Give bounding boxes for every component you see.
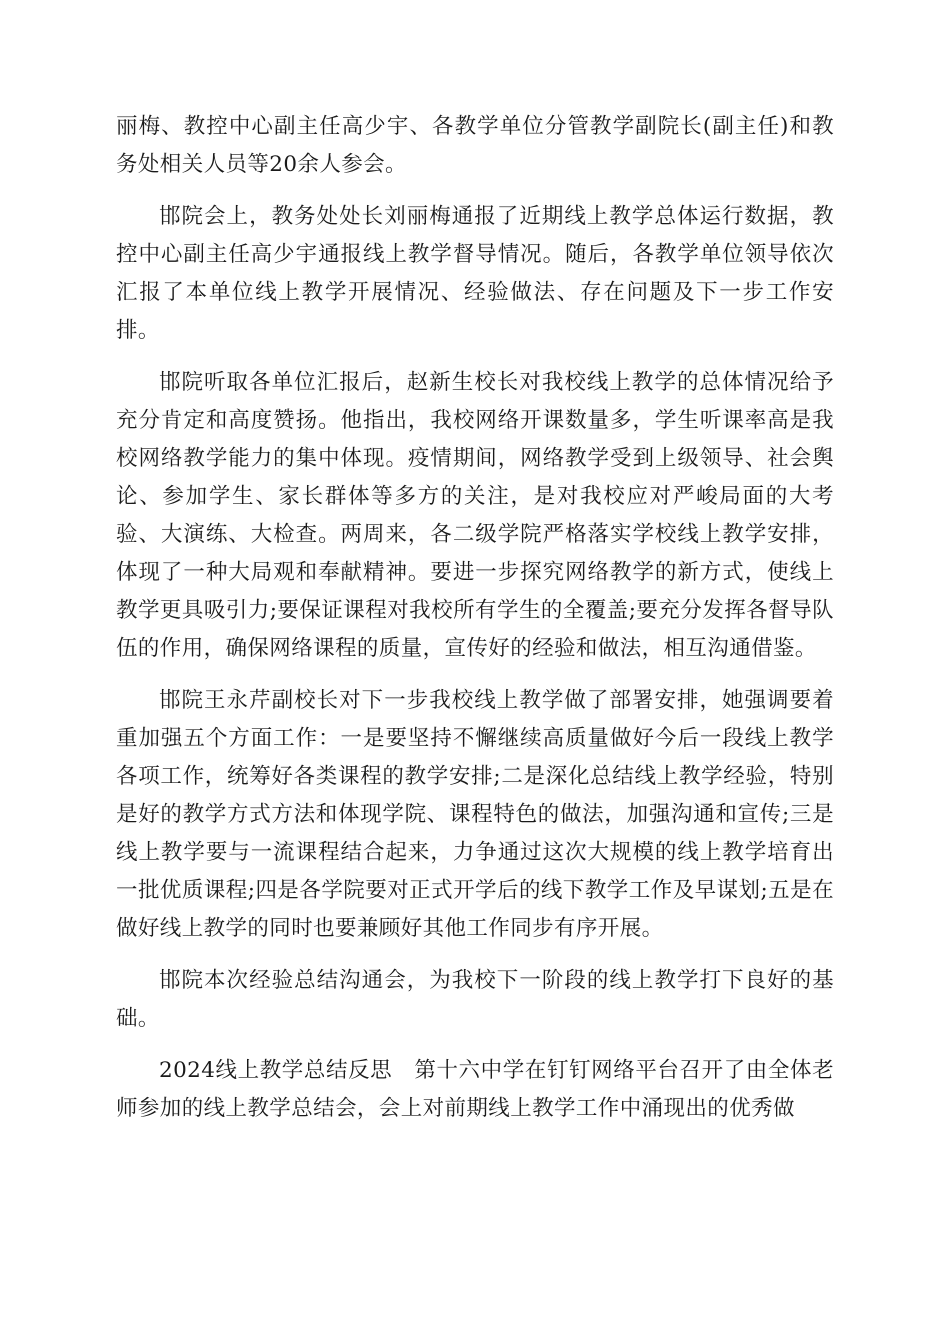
paragraph-5: 邯院本次经验总结沟通会，为我校下一阶段的线上教学打下良好的基础。	[116, 968, 834, 1031]
paragraph-1: 丽梅、教控中心副主任高少宇、各教学单位分管教学副院长(副主任)和教务处相关人员等20余人参会。	[116, 114, 834, 177]
paragraph-3: 邯院听取各单位汇报后，赵新生校长对我校线上教学的总体情况给予充分肯定和高度赞扬。他指出，我校网络开课数量多，学生听课率高是我校网络教学能力的集中体现。疫情期间，网络教学受到上级领导、社会舆论、参加学生、家长群体等多方的关注，是对我校应对严峻局面的大考验、大演练、大检查。两周来，各二级学院严格落实学校线上教学安排，体现了一种大局观和奉献精神。要进一步探究网络教学的新方式，使线上教学更具吸引力;要保证课程对我校所有学生的全覆盖;要充分发挥各督导队伍的作用，确保网络课程的质量，宣传好的经验和做法，相互沟通借鉴。	[116, 370, 834, 661]
paragraph-6: 2024线上教学总结反思 第十六中学在钉钉网络平台召开了由全体老师参加的线上教学总结会，会上对前期线上教学工作中涌现出的优秀做	[116, 1058, 834, 1121]
paragraph-2: 邯院会上，教务处处长刘丽梅通报了近期线上教学总体运行数据，教控中心副主任高少宇通报线上教学督导情况。随后，各教学单位领导依次汇报了本单位线上教学开展情况、经验做法、存在问题及下一步工作安排。	[116, 204, 834, 343]
paragraph-4: 邯院王永芹副校长对下一步我校线上教学做了部署安排，她强调要着重加强五个方面工作：一是要坚持不懈继续高质量做好今后一段线上教学各项工作，统筹好各类课程的教学安排;二是深化总结线上教学经验，特别是好的教学方式方法和体现学院、课程特色的做法，加强沟通和宣传;三是线上教学要与一流课程结合起来，力争通过这次大规模的线上教学培育出一批优质课程;四是各学院要对正式开学后的线下教学工作及早谋划;五是在做好线上教学的同时也要兼顾好其他工作同步有序开展。	[116, 688, 834, 941]
document-page	[116, 108, 834, 1142]
